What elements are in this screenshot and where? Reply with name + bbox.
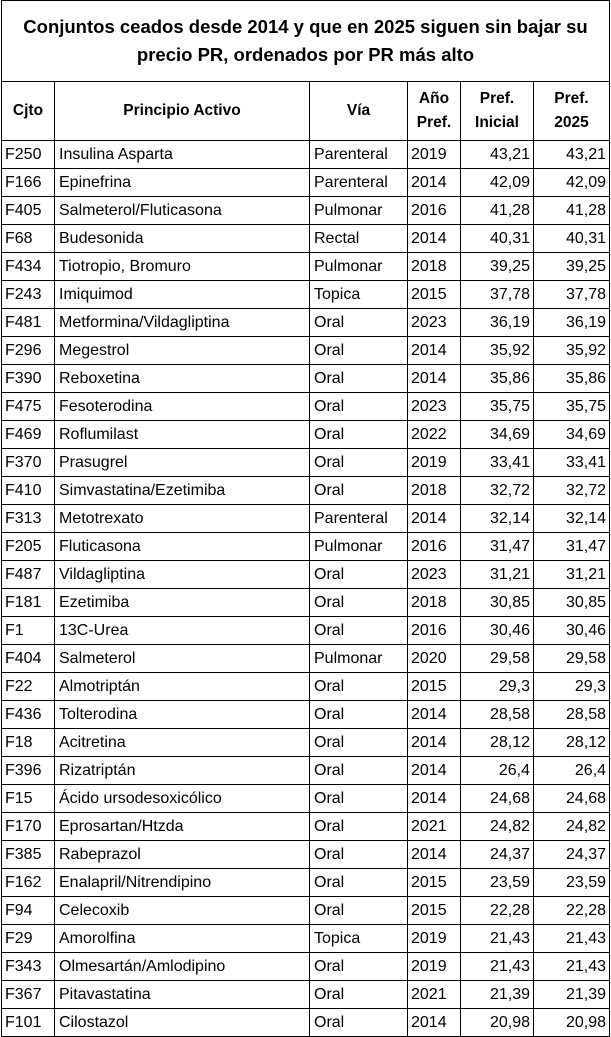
- cell-year: 2019: [408, 953, 461, 981]
- cell-route: Topica: [310, 925, 408, 953]
- cell-year: 2018: [408, 589, 461, 617]
- cell-year: 2015: [408, 281, 461, 309]
- cell-initial-price: 34,69: [461, 421, 534, 449]
- cell-code: F469: [2, 421, 55, 449]
- cell-current-price: 22,28: [534, 897, 610, 925]
- cell-route: Rectal: [310, 225, 408, 253]
- cell-code: F390: [2, 365, 55, 393]
- cell-current-price: 29,3: [534, 673, 610, 701]
- header-current: [534, 82, 610, 141]
- cell-name: Pitavastatina: [55, 981, 310, 1009]
- cell-current-price: 42,09: [534, 169, 610, 197]
- cell-name: Cilostazol: [55, 1009, 310, 1037]
- cell-initial-price: 30,85: [461, 589, 534, 617]
- table-row: [2, 253, 610, 281]
- table-row: [2, 701, 610, 729]
- cell-year: 2019: [408, 449, 461, 477]
- table-row: [2, 925, 610, 953]
- cell-year: 2016: [408, 197, 461, 225]
- table-row: [2, 337, 610, 365]
- cell-year: 2019: [408, 141, 461, 169]
- cell-code: F434: [2, 253, 55, 281]
- cell-year: 2020: [408, 645, 461, 673]
- cell-initial-price: 30,46: [461, 617, 534, 645]
- cell-code: F94: [2, 897, 55, 925]
- cell-initial-price: 29,58: [461, 645, 534, 673]
- cell-year: 2014: [408, 729, 461, 757]
- cell-name: Eprosartan/Htzda: [55, 813, 310, 841]
- cell-name: Roflumilast: [55, 421, 310, 449]
- header-row: [2, 82, 610, 141]
- cell-route: Oral: [310, 393, 408, 421]
- cell-current-price: 21,43: [534, 925, 610, 953]
- cell-code: F475: [2, 393, 55, 421]
- table-row: [2, 869, 610, 897]
- cell-year: 2016: [408, 533, 461, 561]
- cell-route: Topica: [310, 281, 408, 309]
- table-row: [2, 197, 610, 225]
- cell-current-price: 35,86: [534, 365, 610, 393]
- cell-route: Oral: [310, 589, 408, 617]
- cell-name: Metotrexato: [55, 505, 310, 533]
- cell-code: F410: [2, 477, 55, 505]
- cell-year: 2014: [408, 785, 461, 813]
- table-row: [2, 729, 610, 757]
- cell-year: 2023: [408, 393, 461, 421]
- cell-year: 2014: [408, 701, 461, 729]
- cell-initial-price: 21,39: [461, 981, 534, 1009]
- cell-initial-price: 42,09: [461, 169, 534, 197]
- cell-code: F18: [2, 729, 55, 757]
- cell-initial-price: 43,21: [461, 141, 534, 169]
- table-title: Conjuntos ceados desde 2014 y que en 2025 siguen sin bajar su precio PR, ordenados por PR más alto: [2, 1, 610, 82]
- cell-year: 2018: [408, 253, 461, 281]
- cell-initial-price: 31,21: [461, 561, 534, 589]
- cell-name: Celecoxib: [55, 897, 310, 925]
- table-row: [2, 589, 610, 617]
- table-row: [2, 1009, 610, 1037]
- cell-route: Pulmonar: [310, 533, 408, 561]
- table-row: [2, 169, 610, 197]
- cell-name: 13C-Urea: [55, 617, 310, 645]
- cell-code: F370: [2, 449, 55, 477]
- cell-name: Fluticasona: [55, 533, 310, 561]
- cell-name: Budesonida: [55, 225, 310, 253]
- cell-year: 2014: [408, 841, 461, 869]
- cell-initial-price: 33,41: [461, 449, 534, 477]
- cell-code: F243: [2, 281, 55, 309]
- cell-route: Oral: [310, 813, 408, 841]
- cell-route: Parenteral: [310, 169, 408, 197]
- table-row: [2, 505, 610, 533]
- cell-code: F162: [2, 869, 55, 897]
- table-row: [2, 981, 610, 1009]
- cell-current-price: 24,68: [534, 785, 610, 813]
- cell-code: F405: [2, 197, 55, 225]
- table-row: [2, 225, 610, 253]
- cell-initial-price: 36,19: [461, 309, 534, 337]
- cell-current-price: 35,92: [534, 337, 610, 365]
- cell-initial-price: 37,78: [461, 281, 534, 309]
- cell-year: 2021: [408, 981, 461, 1009]
- cell-route: Oral: [310, 673, 408, 701]
- cell-current-price: 31,21: [534, 561, 610, 589]
- cell-initial-price: 20,98: [461, 1009, 534, 1037]
- header-year-line1: Año: [418, 90, 450, 107]
- cell-year: 2014: [408, 337, 461, 365]
- cell-initial-price: 21,43: [461, 925, 534, 953]
- cell-year: 2014: [408, 365, 461, 393]
- cell-route: Oral: [310, 477, 408, 505]
- cell-initial-price: 24,37: [461, 841, 534, 869]
- header-name: Principio Activo: [55, 82, 310, 141]
- cell-initial-price: 28,58: [461, 701, 534, 729]
- table-row: [2, 841, 610, 869]
- cell-code: F385: [2, 841, 55, 869]
- cell-year: 2014: [408, 1009, 461, 1037]
- cell-initial-price: 35,86: [461, 365, 534, 393]
- cell-code: F170: [2, 813, 55, 841]
- table-row: [2, 645, 610, 673]
- cell-initial-price: 29,3: [461, 673, 534, 701]
- cell-name: Rizatriptán: [55, 757, 310, 785]
- cell-code: F404: [2, 645, 55, 673]
- cell-year: 2016: [408, 617, 461, 645]
- cell-route: Oral: [310, 841, 408, 869]
- cell-current-price: 40,31: [534, 225, 610, 253]
- cell-code: F15: [2, 785, 55, 813]
- cell-year: 2014: [408, 169, 461, 197]
- cell-year: 2021: [408, 813, 461, 841]
- cell-year: 2018: [408, 477, 461, 505]
- cell-name: Ezetimiba: [55, 589, 310, 617]
- cell-route: Oral: [310, 785, 408, 813]
- cell-current-price: 33,41: [534, 449, 610, 477]
- table-row: [2, 421, 610, 449]
- table-row: [2, 617, 610, 645]
- cell-name: Tiotropio, Bromuro: [55, 253, 310, 281]
- cell-name: Imiquimod: [55, 281, 310, 309]
- cell-name: Fesoterodina: [55, 393, 310, 421]
- price-table: [1, 0, 610, 1037]
- cell-route: Oral: [310, 897, 408, 925]
- cell-initial-price: 31,47: [461, 533, 534, 561]
- cell-current-price: 30,46: [534, 617, 610, 645]
- cell-route: Oral: [310, 449, 408, 477]
- table-row: [2, 813, 610, 841]
- cell-route: Oral: [310, 337, 408, 365]
- table-row: [2, 673, 610, 701]
- cell-name: Reboxetina: [55, 365, 310, 393]
- cell-code: F181: [2, 589, 55, 617]
- cell-code: F367: [2, 981, 55, 1009]
- cell-current-price: 24,37: [534, 841, 610, 869]
- cell-initial-price: 23,59: [461, 869, 534, 897]
- cell-route: Oral: [310, 701, 408, 729]
- cell-name: Salmeterol/Fluticasona: [55, 197, 310, 225]
- cell-route: Oral: [310, 757, 408, 785]
- cell-route: Oral: [310, 729, 408, 757]
- cell-code: F396: [2, 757, 55, 785]
- cell-route: Oral: [310, 869, 408, 897]
- cell-route: Parenteral: [310, 505, 408, 533]
- header-initial-line1: Pref.: [479, 90, 515, 107]
- cell-code: F436: [2, 701, 55, 729]
- cell-code: F481: [2, 309, 55, 337]
- cell-current-price: 41,28: [534, 197, 610, 225]
- cell-route: Oral: [310, 421, 408, 449]
- table-row: [2, 477, 610, 505]
- table-row: [2, 365, 610, 393]
- cell-code: F296: [2, 337, 55, 365]
- cell-name: Megestrol: [55, 337, 310, 365]
- cell-current-price: 35,75: [534, 393, 610, 421]
- cell-name: Epinefrina: [55, 169, 310, 197]
- cell-current-price: 23,59: [534, 869, 610, 897]
- cell-name: Tolterodina: [55, 701, 310, 729]
- cell-initial-price: 22,28: [461, 897, 534, 925]
- cell-year: 2023: [408, 309, 461, 337]
- cell-current-price: 37,78: [534, 281, 610, 309]
- cell-route: Oral: [310, 981, 408, 1009]
- cell-initial-price: 35,75: [461, 393, 534, 421]
- cell-current-price: 28,12: [534, 729, 610, 757]
- cell-year: 2022: [408, 421, 461, 449]
- cell-current-price: 32,14: [534, 505, 610, 533]
- cell-code: F205: [2, 533, 55, 561]
- header-code: Cjto: [2, 82, 55, 141]
- table-row: [2, 897, 610, 925]
- table-row: [2, 141, 610, 169]
- cell-current-price: 24,82: [534, 813, 610, 841]
- cell-name: Ácido ursodesoxicólico: [55, 785, 310, 813]
- cell-current-price: 34,69: [534, 421, 610, 449]
- header-year-line2: Pref.: [416, 114, 452, 131]
- header-route: Vía: [310, 82, 408, 141]
- cell-current-price: 28,58: [534, 701, 610, 729]
- cell-route: Oral: [310, 561, 408, 589]
- cell-initial-price: 26,4: [461, 757, 534, 785]
- cell-name: Salmeterol: [55, 645, 310, 673]
- cell-route: Pulmonar: [310, 253, 408, 281]
- cell-route: Pulmonar: [310, 645, 408, 673]
- cell-current-price: 20,98: [534, 1009, 610, 1037]
- cell-current-price: 29,58: [534, 645, 610, 673]
- table-body: [2, 141, 610, 1037]
- header-year: [408, 82, 461, 141]
- cell-initial-price: 41,28: [461, 197, 534, 225]
- header-initial-line2: Inicial: [475, 114, 519, 131]
- cell-code: F1: [2, 617, 55, 645]
- cell-name: Acitretina: [55, 729, 310, 757]
- cell-year: 2014: [408, 757, 461, 785]
- cell-code: F29: [2, 925, 55, 953]
- cell-initial-price: 24,68: [461, 785, 534, 813]
- cell-initial-price: 21,43: [461, 953, 534, 981]
- cell-name: Almotriptán: [55, 673, 310, 701]
- cell-code: F22: [2, 673, 55, 701]
- cell-year: 2015: [408, 673, 461, 701]
- cell-year: 2014: [408, 225, 461, 253]
- cell-current-price: 30,85: [534, 589, 610, 617]
- cell-year: 2015: [408, 897, 461, 925]
- cell-current-price: 43,21: [534, 141, 610, 169]
- cell-code: F313: [2, 505, 55, 533]
- cell-current-price: 21,43: [534, 953, 610, 981]
- table-row: [2, 309, 610, 337]
- cell-name: Enalapril/Nitrendipino: [55, 869, 310, 897]
- cell-initial-price: 40,31: [461, 225, 534, 253]
- cell-code: F166: [2, 169, 55, 197]
- cell-year: 2014: [408, 505, 461, 533]
- cell-route: Oral: [310, 309, 408, 337]
- header-current-line1: Pref.: [554, 90, 589, 107]
- table-row: [2, 785, 610, 813]
- cell-name: Rabeprazol: [55, 841, 310, 869]
- cell-route: Parenteral: [310, 141, 408, 169]
- header-initial: [461, 82, 534, 141]
- table-row: [2, 533, 610, 561]
- cell-name: Simvastatina/Ezetimiba: [55, 477, 310, 505]
- cell-year: 2015: [408, 869, 461, 897]
- cell-code: F343: [2, 953, 55, 981]
- cell-current-price: 26,4: [534, 757, 610, 785]
- cell-initial-price: 24,82: [461, 813, 534, 841]
- cell-year: 2023: [408, 561, 461, 589]
- header-current-line2: 2025: [554, 114, 589, 131]
- cell-code: F487: [2, 561, 55, 589]
- cell-current-price: 39,25: [534, 253, 610, 281]
- cell-name: Prasugrel: [55, 449, 310, 477]
- cell-current-price: 31,47: [534, 533, 610, 561]
- cell-code: F68: [2, 225, 55, 253]
- table-row: [2, 449, 610, 477]
- cell-route: Oral: [310, 953, 408, 981]
- cell-name: Olmesartán/Amlodipino: [55, 953, 310, 981]
- cell-name: Vildagliptina: [55, 561, 310, 589]
- table-row: [2, 953, 610, 981]
- cell-initial-price: 28,12: [461, 729, 534, 757]
- cell-initial-price: 32,72: [461, 477, 534, 505]
- cell-current-price: 36,19: [534, 309, 610, 337]
- cell-code: F101: [2, 1009, 55, 1037]
- table-row: [2, 393, 610, 421]
- cell-route: Pulmonar: [310, 197, 408, 225]
- cell-route: Oral: [310, 617, 408, 645]
- cell-name: Amorolfina: [55, 925, 310, 953]
- cell-code: F250: [2, 141, 55, 169]
- cell-year: 2019: [408, 925, 461, 953]
- table-row: [2, 757, 610, 785]
- cell-name: Metformina/Vildagliptina: [55, 309, 310, 337]
- cell-initial-price: 35,92: [461, 337, 534, 365]
- cell-current-price: 32,72: [534, 477, 610, 505]
- cell-current-price: 21,39: [534, 981, 610, 1009]
- table-row: [2, 281, 610, 309]
- cell-initial-price: 32,14: [461, 505, 534, 533]
- cell-name: Insulina Asparta: [55, 141, 310, 169]
- cell-route: Oral: [310, 1009, 408, 1037]
- cell-route: Oral: [310, 365, 408, 393]
- table-row: [2, 561, 610, 589]
- cell-initial-price: 39,25: [461, 253, 534, 281]
